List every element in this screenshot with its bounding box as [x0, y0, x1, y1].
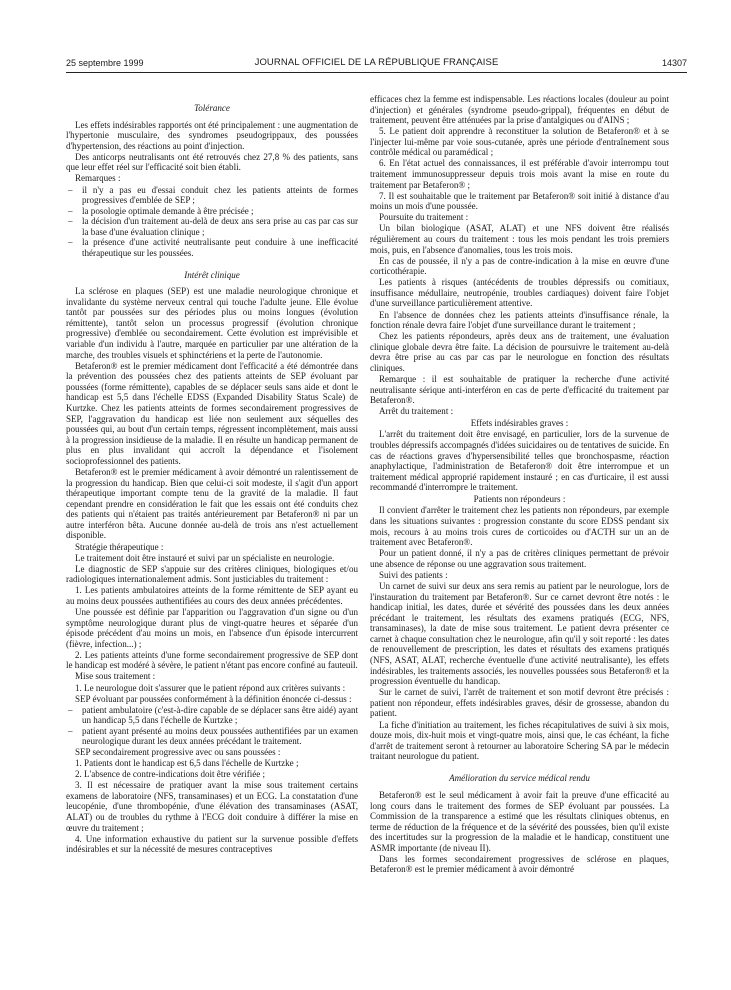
subsection-label: Poursuite du traitement :: [379, 212, 469, 223]
header-date: 25 septembre 1999: [66, 58, 144, 68]
subsection-label: Stratégie thérapeutique :: [75, 541, 164, 552]
paragraph: En l'absence de données chez les patients atteints d'insuffisance rénale, la fonction rénale devra faire l'objet d'une surveillance durant le traitement ;: [370, 309, 669, 331]
paragraph: Une poussée est définie par l'apparition ou l'aggravation d'un signe ou d'un symptôme neurologique durant plus de vingt-quatre heures et séparée d'un épisode précédent d'au moins un mois, en l'absence d'un épisode intercurrent (fièvre, infection...) ;: [66, 607, 358, 649]
paragraph: efficaces chez la femme est indispensable. Les réactions locales (douleur au point d'injection) et générales (syndrome pseudo-grippal), fréquentes en début de traitement, peuvent être atténuées par la prise d'antalgiques ou d'AINS ;: [370, 94, 669, 126]
section-heading-amelioration: Amélioration du service médical rendu: [449, 773, 590, 784]
list-item: – il n'y a pas eu d'essai conduit chez les patients atteints de formes progressives d'emblée de SEP ;: [66, 185, 358, 206]
paragraph: L'arrêt du traitement doit être envisagé, en particulier, lors de la survenue de troubles dépressifs accompagnés d'idées suicidaires ou de tentatives de suicide. En cas de réactions graves d'hypersensibilité telles que bronchospasme, réaction anaphylactique, l'administration de Betaferon® doit être interrompue et un traitement médical approprié rapidement instauré ; en cas d'urticaire, il est aussi recommandé d'interrompre le traitement.: [370, 429, 669, 493]
paragraph: Remarque : il est souhaitable de pratiquer la recherche d'une activité neutralisante sérique anti-interféron en cas de perte d'efficacité du traitement par Betaferon®.: [370, 374, 669, 406]
paragraph: SEP évoluant par poussées conformément à la définition énoncée ci-dessus :: [75, 693, 352, 704]
paragraph: Les patients à risques (antécédents de troubles dépressifs ou comitiaux, insuffisance médullaire, neutropénie, troubles cardiaques) doivent faire l'objet d'une surveillance particulièrement attentive.: [370, 277, 669, 309]
paragraph: Betaferon® est le seul médicament à avoir fait la preuve d'une efficacité au long cours dans le traitement des formes de SEP évoluant par poussées. La Commission de la transparence a estimé que les résultats cliniques obtenus, en terme de réduction de la fréquence et de la sévérité des poussées, bien qu'il existe des incertitudes sur la progression de la maladie et le handicap, constituent une ASMR importante (de niveau II).: [370, 789, 669, 853]
paragraph: Pour un patient donné, il n'y a pas de critères cliniques permettant de prévoir une absence de réponse ou une aggravation sous traitement.: [370, 548, 669, 569]
paragraph: La sclérose en plaques (SEP) est une maladie neurologique chronique et invalidante du système nerveux central qui touche l'adulte jeune. Elle évolue tantôt par poussées sur des périodes plus ou moins longues (évolution rémittente), tantôt selon un processus progressif (évolution chronique progressive) d'emblée ou secondairement. Cette évolution est imprévisible et variable d'un individu à l'autre, marquée en particulier par une altération de la marche, des troubles visuels et sphinctériens et la perte de l'autonomie.: [66, 286, 358, 360]
subsection-label: Arrêt du traitement :: [379, 406, 454, 417]
list-item: – la décision d'un traitement au-delà de deux ans sera prise au cas par cas sur la base d'une évaluation clinique ;: [66, 216, 358, 237]
criteria-list: [66, 705, 358, 747]
paragraph: En cas de poussée, il n'y a pas de contre-indication à la mise en œuvre d'une corticothérapie.: [370, 255, 669, 277]
page-header: [66, 56, 687, 72]
paragraph: 1. Les patients ambulatoires atteints de la forme rémittente de SEP ayant eu au moins deux poussées authentifiées au cours des deux années précédentes.: [66, 585, 358, 606]
paragraph: Les effets indésirables rapportés ont été principalement : une augmentation de l'hypertonie musculaire, des syndromes pseudogrippaux, des poussées d'hypertension, des réactions au point d'injection.: [66, 119, 358, 151]
list-item: – la présence d'une activité neutralisante peut conduire à une inefficacité thérapeutique sur les poussées.: [66, 237, 358, 258]
section-heading-interet: Intérêt clinique: [184, 269, 240, 280]
paragraph: 4. Une information exhaustive du patient sur la survenue possible d'effets indésirables et sur la nécessité de mesures contraceptives: [66, 833, 358, 855]
paragraph: Il convient d'arrêter le traitement chez les patients non répondeurs, par exemple dans les situations suivantes : progression constante du score EDSS pendant six mois, recours à au moins trois cures de corticoïdes ou d'ACTH sur un an de traitement avec Betaferon®.: [370, 505, 669, 548]
paragraph: Sur le carnet de suivi, l'arrêt de traitement et son motif devront être précisés : patient non répondeur, effets indésirables graves, désir de grossesse, abandon du patient.: [370, 687, 669, 719]
page-number: 14307: [661, 58, 687, 68]
paragraph: 1. Le neurologue doit s'assurer que le patient répond aux critères suivants :: [75, 682, 346, 693]
subsection-label-centered: Effets indésirables graves :: [470, 417, 569, 428]
paragraph: Le diagnostic de SEP s'appuie sur des critères cliniques, biologiques et/ou radiologiques internationalement admis. Sont justiciables du traitement :: [66, 563, 358, 585]
paragraph: 3. Il est nécessaire de pratiquer avant la mise sous traitement certains examens de laboratoire (NFS, transaminases) et un ECG. La constatation d'une leucopénie, d'une thrombopénie, d'une élévation des transaminases (ASAT, ALAT) ou de troubles du rythme à l'ECG doit conduire à différer la mise en œuvre du traitement ;: [66, 780, 358, 833]
subsection-label-centered: Patients non répondeurs :: [473, 493, 566, 504]
paragraph: 5. Le patient doit apprendre à reconstituer la solution de Betaferon® et à se l'injecter lui-même par voie sous-cutanée, après une période d'entraînement sous contrôle médical ou paramédical ;: [370, 126, 669, 158]
paragraph: SEP secondairement progressive avec ou sans poussées :: [75, 747, 281, 758]
paragraph: 6. En l'état actuel des connaissances, il est préférable d'avoir interrompu tout traitement immunosuppresseur depuis trois mois avant la mise en route du traitement par Betaferon® ;: [370, 158, 669, 190]
left-column: [66, 100, 358, 855]
list-item: – patient ayant présenté au moins deux poussées authentifiées par un examen neurologique durant les deux années précédant le traitement.: [66, 726, 358, 747]
paragraph: Betaferon® est le premier médicament dont l'efficacité a été démontrée dans la prévention des poussées chez des patients atteints de SEP évoluant par poussées (forme rémittente), capables de se déplacer seuls sans aide et dont le handicap est 5,5 dans l'échelle EDSS (Expanded Disability Status Scale) de Kurtzke. Chez les patients atteints de formes secondairement progressives de SEP, l'aggravation du handicap est liée non seulement aux séquelles des poussées qui, au bout d'un certain temps, régressent incomplètement, mais aussi à la progression insidieuse de la maladie. Il en résulte un handicap permanent de plus en plus invalidant qui accroît la dépendance et l'isolement socioprofessionnel des patients.: [66, 360, 358, 466]
paragraph: Un bilan biologique (ASAT, ALAT) et une NFS doivent être réalisés régulièrement au cours du traitement : tous les mois pendant les trois premiers mois, puis, en l'absence d'anomalies, tous les trois mois.: [370, 223, 669, 255]
subsection-label: Mise sous traitement :: [75, 671, 156, 682]
right-column: [370, 94, 669, 876]
paragraph: 7. Il est souhaitable que le traitement par Betaferon® soit initié à distance d'au moins un mois d'une poussée.: [370, 190, 669, 212]
paragraph: Des anticorps neutralisants ont été retrouvés chez 27,8 % des patients, sans que leur effet réel sur l'efficacité soit bien établi.: [66, 151, 358, 173]
paragraph: Betaferon® est le premier médicament à avoir démontré un ralentissement de la progression du handicap. Bien que celui-ci soit modeste, il s'agit d'un apport thérapeutique important compte tenu de la gravité de la maladie. Il faut cependant prendre en considération le fait que les essais ont été conduits chez des patients qui n'étaient pas traités antérieurement par Betaferon® ni par un autre interféron bêta. Aucune donnée au-delà de trois ans n'est actuellement disponible.: [66, 467, 358, 541]
journal-title: JOURNAL OFFICIEL DE LA RÉPUBLIQUE FRANÇAISE: [254, 57, 499, 68]
paragraph: Chez les patients répondeurs, après deux ans de traitement, une évaluation clinique globale devra être faite. La décision de poursuivre le traitement au-delà devra être prise au cas par cas par le neurologue en fonction des résultats cliniques.: [370, 331, 669, 373]
paragraph: Un carnet de suivi sur deux ans sera remis au patient par le neurologue, lors de l'instauration du traitement par Betaferon®. Sur ce carnet devront être notés : le handicap initial, les dates, durée et sévérité des poussées dans les deux années précédant le traitement, les résultats des examens pratiqués (ECG, NFS, transaminases), la date de mise sous traitement. Le patient devra présenter ce carnet à chaque consultation chez le neurologue, afin qu'il y soit reporté : les dates de renouvellement de prescription, les dates et résultats des examens pratiqués (NFS, ASAT, ALAT, recherche éventuelle d'une activité neutralisante), les effets indésirables, les traitements associés, les nouvelles poussées sous Betaferon® et la progression éventuelle du handicap.: [370, 581, 669, 687]
section-heading-tolerance: Tolérance: [194, 103, 230, 113]
subsection-label: Suivi des patients :: [379, 569, 448, 580]
paragraph: 2. Les patients atteints d'une forme secondairement progressive de SEP dont le handicap est modéré à sévère, le patient n'étant pas encore confiné au fauteuil.: [66, 649, 358, 671]
header-rule: [66, 72, 687, 73]
paragraph: 1. Patients dont le handicap est 6,5 dans l'échelle de Kurtzke ;: [75, 758, 299, 769]
list-item: – la posologie optimale demande à être précisée ;: [66, 206, 358, 217]
paragraph: 2. L'absence de contre-indications doit être vérifiée ;: [75, 769, 266, 780]
remarks-list: [66, 185, 358, 259]
paragraph: Le traitement doit être instauré et suivi par un spécialiste en neurologie.: [75, 552, 335, 563]
paragraph: Dans les formes secondairement progressives de sclérose en plaques, Betaferon® est le premier médicament à avoir démontré: [370, 853, 669, 875]
list-item: – patient ambulatoire (c'est-à-dire capable de se déplacer sans être aidé) ayant un handicap 5,5 dans l'échelle de Kurtzke ;: [66, 705, 358, 726]
remarks-label: Remarques :: [75, 173, 121, 184]
paragraph: La fiche d'initiation au traitement, les fiches récapitulatives de suivi à six mois, douze mois, dix-huit mois et vingt-quatre mois, ainsi que, le cas échéant, la fiche d'arrêt de traitement seront à retourner au laboratoire Schering SA par le médecin traitant neurologue du patient.: [370, 719, 669, 762]
